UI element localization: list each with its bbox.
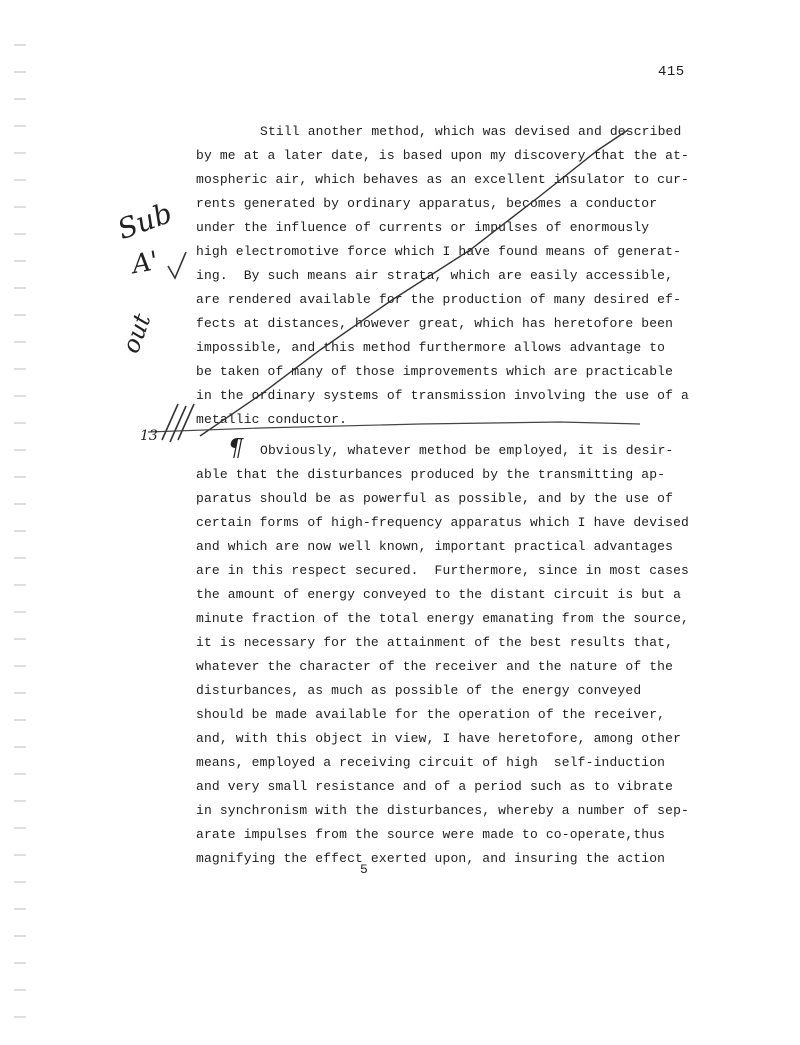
- text-line: and, with this object in view, I have heretofore, among other: [196, 731, 682, 746]
- text-line: Still another method, which was devised and described: [260, 124, 682, 139]
- text-line: certain forms of high-frequency apparatus which I have devised: [196, 515, 689, 530]
- text-line: by me at a later date, is based upon my discovery that the at-: [196, 148, 689, 163]
- text-line: minute fraction of the total energy emanating from the source,: [196, 611, 689, 626]
- text-line: means, employed a receiving circuit of high self-induction: [196, 755, 666, 770]
- margin-note-a-prime: A': [129, 246, 161, 281]
- text-line: in the ordinary systems of transmission involving the use of a: [196, 388, 689, 403]
- text-line: impossible, and this method furthermore allows advantage to: [196, 340, 666, 355]
- text-line: paratus should be as powerful as possible, and by the use of: [196, 491, 674, 506]
- binding-perforations: [0, 0, 40, 1045]
- check-mark: [168, 252, 186, 278]
- margin-note-number: 13: [140, 428, 158, 444]
- text-line: whatever the character of the receiver and the nature of the: [196, 659, 674, 674]
- margin-note-out: out: [116, 309, 157, 357]
- text-line: metallic conductor.: [196, 412, 348, 427]
- margin-note-sub: Sub: [113, 196, 177, 247]
- text-line: able that the disturbances produced by the transmitting ap-: [196, 467, 666, 482]
- text-line: arate impulses from the source were made to co-operate,thus: [196, 827, 666, 842]
- text-line: be taken of many of those improvements which are practicable: [196, 364, 674, 379]
- text-line: magnifying the effect exerted upon, and insuring the action: [196, 851, 666, 866]
- text-line: Obviously, whatever method be employed, it is desir-: [260, 443, 674, 458]
- text-line: under the influence of currents or impulses of enormously: [196, 220, 650, 235]
- text-line: and which are now well known, important practical advantages: [196, 539, 674, 554]
- text-line: ing. By such means air strata, which are easily accessible,: [196, 268, 674, 283]
- text-line: high electromotive force which I have found means of generat-: [196, 244, 682, 259]
- section-break-mark: [162, 404, 194, 442]
- folio-number: 5: [360, 862, 368, 877]
- text-line: are in this respect secured. Furthermore, since in most cases: [196, 563, 689, 578]
- text-line: rents generated by ordinary apparatus, becomes a conductor: [196, 196, 658, 211]
- paragraph-mark: ¶: [228, 434, 244, 462]
- page-number: 415: [658, 64, 685, 80]
- text-line: should be made available for the operation of the receiver,: [196, 707, 666, 722]
- text-line: fects at distances, however great, which has heretofore been: [196, 316, 674, 331]
- text-line: and very small resistance and of a period such as to vibrate: [196, 779, 674, 794]
- text-line: are rendered available for the production of many desired ef-: [196, 292, 682, 307]
- text-line: the amount of energy conveyed to the distant circuit is but a: [196, 587, 682, 602]
- text-line: mospheric air, which behaves as an excellent insulator to cur-: [196, 172, 689, 187]
- text-line: disturbances, as much as possible of the energy conveyed: [196, 683, 642, 698]
- text-line: it is necessary for the attainment of the best results that,: [196, 635, 674, 650]
- text-line: in synchronism with the disturbances, whereby a number of sep-: [196, 803, 689, 818]
